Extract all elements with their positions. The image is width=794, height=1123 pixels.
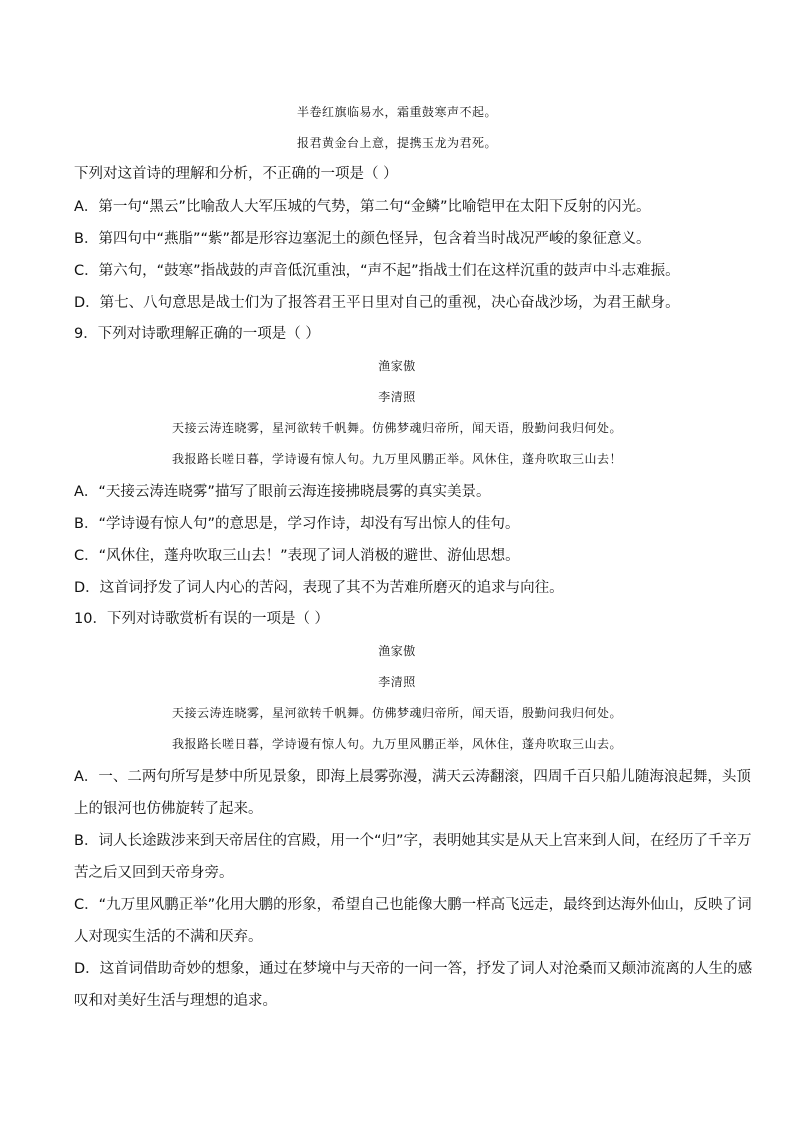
q8-poem-line-1: 半卷红旗临易水，霜重鼓寒声不起。 bbox=[296, 105, 497, 119]
q9-poem-title: 渔家傲 bbox=[378, 359, 416, 373]
q8-poem-line-2: 报君黄金台上意，提携玉龙为君死。 bbox=[296, 136, 497, 150]
q8-option-d: D．第七、八句意思是战士们为了报答君王平日里对自己的重视，决心奋战沙场，为君王献身。 bbox=[74, 295, 680, 311]
q10-option-b-line-2: 苦之后又回到天帝身旁。 bbox=[74, 865, 234, 881]
q10-poem-title: 渔家傲 bbox=[378, 644, 416, 658]
q10-stem: 10．下列对诗歌赏析有误的一项是（ ） bbox=[74, 611, 330, 627]
q9-poem-author: 李清照 bbox=[378, 390, 416, 404]
q10-option-c-line-2: 人对现实生活的不满和厌弃。 bbox=[74, 929, 263, 945]
q9-option-b: B．“学诗谩有惊人句”的意思是，学习作诗，却没有写出惊人的佳句。 bbox=[74, 516, 520, 532]
q9-poem-line-1: 天接云涛连晓雾，星河欲转千帆舞。仿佛梦魂归帝所，闻天语，殷勤问我归何处。 bbox=[171, 421, 622, 435]
q10-poem-line-2: 我报路长嗟日暮，学诗谩有惊人句。九万里风鹏正举，风休住，蓬舟吹取三山去。 bbox=[171, 737, 622, 751]
q10-option-c-line-1: C．“九万里风鹏正举”化用大鹏的形象，希望自己也能像大鹏一样高飞远走，最终到达海外仙山，反映了词 bbox=[74, 897, 752, 913]
q10-option-a-line-1: A．一、二两句所写是梦中所见景象，即海上晨雾弥漫，满天云涛翻滚，四周千百只船儿随海浪起舞，头顶 bbox=[74, 769, 751, 785]
q8-stem: 下列对这首诗的理解和分析，不正确的一项是（ ） bbox=[74, 166, 398, 182]
q10-option-b-line-1: B．词人长途跋涉来到天帝居住的宫殿，用一个“归”字，表明她其实是从天上宫来到人间，在经历了千辛万 bbox=[74, 833, 752, 849]
q9-option-a: A．“天接云涛连晓雾”描写了眼前云海连接拂晓晨雾的真实美景。 bbox=[74, 484, 491, 500]
q9-option-c: C．“风休住，蓬舟吹取三山去！”表现了词人消极的避世、游仙思想。 bbox=[74, 548, 520, 564]
q10-option-a-line-2: 上的银河也仿佛旋转了起来。 bbox=[74, 801, 263, 817]
q9-option-d: D．这首词抒发了词人内心的苦闷，表现了其不为苦难所磨灭的追求与向往。 bbox=[74, 580, 564, 596]
q10-option-d-line-2: 叹和对美好生活与理想的追求。 bbox=[74, 993, 277, 1009]
q10-poem-author: 李清照 bbox=[378, 675, 416, 689]
q9-poem-line-2: 我报路长嗟日暮，学诗谩有惊人句。九万里风鹏正举。风休住，蓬舟吹取三山去！ bbox=[171, 452, 622, 466]
q9-stem: 9．下列对诗歌理解正确的一项是（ ） bbox=[74, 326, 320, 342]
q8-option-c: C．第六句，“鼓寒”指战鼓的声音低沉重浊，“声不起”指战士们在这样沉重的鼓声中斗志难振。 bbox=[74, 263, 680, 279]
q8-option-b: B．第四句中“燕脂”“紫”都是形容边塞泥土的颜色怪异，包含着当时战况严峻的象征意义。 bbox=[74, 231, 651, 247]
q10-option-d-line-1: D．这首词借助奇妙的想象，通过在梦境中与天帝的一问一答，抒发了词人对沧桑而又颠沛流离的人生的感 bbox=[74, 961, 753, 977]
q10-poem-line-1: 天接云涛连晓雾，星河欲转千帆舞。仿佛梦魂归帝所，闻天语，殷勤问我归何处。 bbox=[171, 706, 622, 720]
q8-option-a: A．第一句“黑云”比喻敌人大军压城的气势，第二句“金鳞”比喻铠甲在太阳下反射的闪光。 bbox=[74, 199, 651, 215]
